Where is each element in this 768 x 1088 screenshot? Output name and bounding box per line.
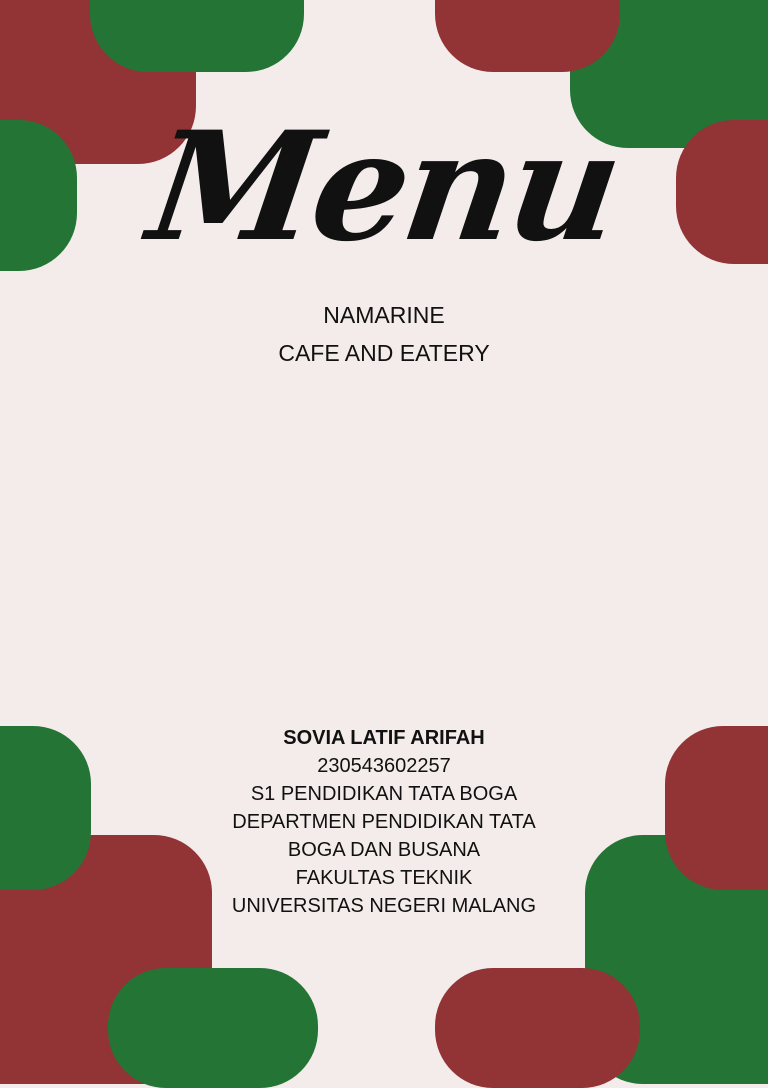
decor-green-bottom-left (108, 968, 318, 1088)
author-faculty: FAKULTAS TEKNIK (295, 867, 473, 889)
author-department-line2: BOGA DAN BUSANA (287, 839, 481, 861)
brand-block (0, 296, 768, 372)
brand-name: NAMARINE (323, 302, 445, 328)
author-block (0, 724, 768, 920)
decor-green-top-left (90, 0, 304, 72)
author-university: UNIVERSITAS NEGERI MALANG (231, 895, 537, 917)
author-name: SOVIA LATIF ARIFAH (283, 727, 485, 749)
decor-red-top-right (435, 0, 620, 72)
brand-subtitle: CAFE AND EATERY (278, 340, 490, 366)
author-department-line1: DEPARTMEN PENDIDIKAN TATA (232, 811, 536, 833)
menu-title: Menu (139, 99, 629, 275)
author-id: 230543602257 (317, 755, 451, 777)
author-program: S1 PENDIDIKAN TATA BOGA (250, 783, 518, 805)
decor-red-bottom-right (435, 968, 640, 1088)
